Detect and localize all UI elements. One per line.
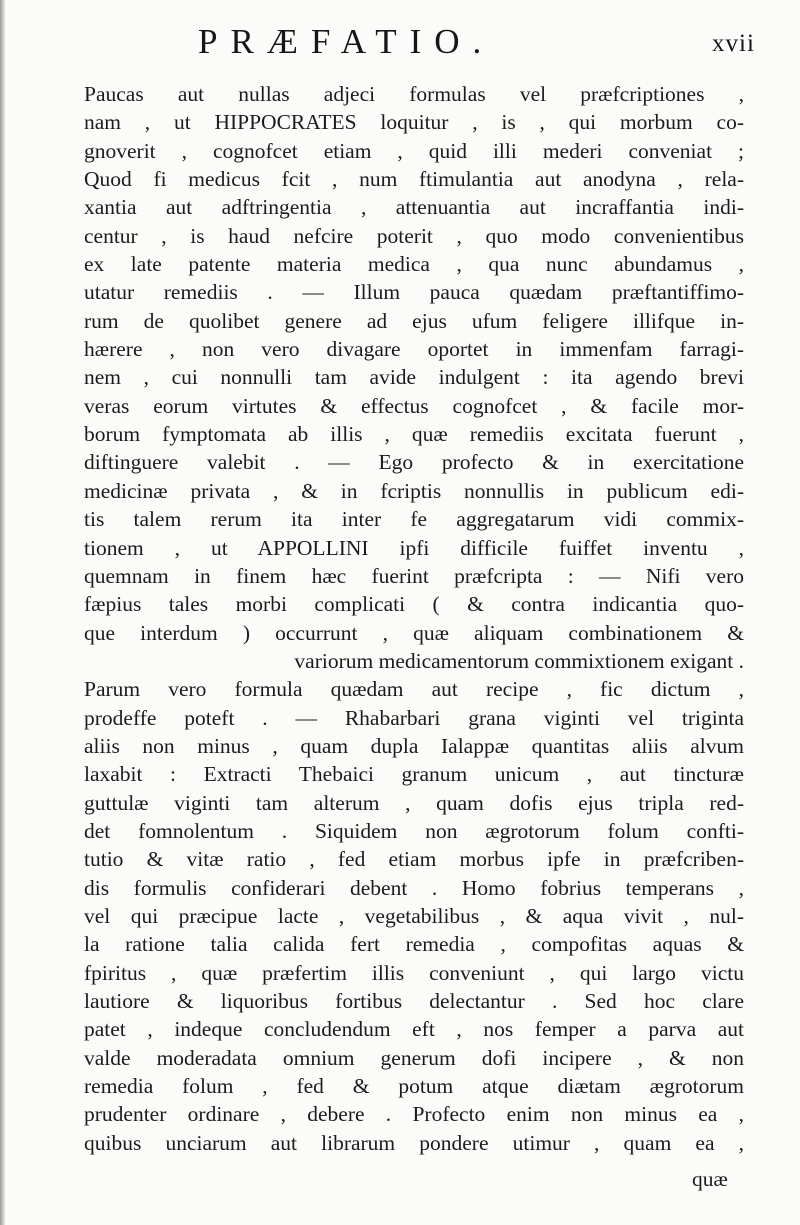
text-line: xantia aut adftringentia , attenuantia aut incraffantia indi- [84,195,744,220]
text-line: dis formulis confiderari debent . Homo fobrius temperans , [84,875,744,900]
text-line: vel qui præcipue lacte , vegetabilibus , & aqua vivit , nul- [84,903,744,928]
text-line: prodeffe poteft . — Rhabarbari grana viginti vel triginta [84,705,744,730]
text-line: borum fymptomata ab illis , quæ remediis excitata fuerunt , [84,422,744,447]
text-line: patet , indeque concludendum eft , nos femper a parva aut [84,1017,744,1042]
text-line: guttulæ viginti tam alterum , quam dofis ejus tripla red- [84,790,744,815]
text-line: quemnam in finem hæc fuerint præfcripta : — Nifi vero [84,563,744,588]
text-line: veras eorum virtutes & effectus cognofcet , & facile mor- [84,393,744,418]
body-text [84,80,744,1157]
text-line: centur , is haud nefcire poterit , quo modo convenientibus [84,223,744,248]
text-line: tis talem rerum ita inter fe aggregatarum vidi commix- [84,507,744,532]
text-line: ex late patente materia medica , qua nunc abundamus , [84,252,744,277]
text-line: rum de quolibet genere ad ejus ufum feligere illifque in- [84,308,744,333]
text-line: tutio & vitæ ratio , fed etiam morbus ipfe in præfcriben- [84,847,744,872]
text-line: valde moderadata omnium generum dofi incipere , & non [84,1045,744,1070]
text-line: medicinæ privata , & in fcriptis nonnullis in publicum edi- [84,478,744,503]
text-line: prudenter ordinare , debere . Profecto enim non minus ea , [84,1102,744,1127]
binding-edge [0,0,5,1225]
text-line: Paucas aut nullas adjeci formulas vel præfcriptiones , [84,82,744,106]
text-line: lautiore & liquoribus fortibus delectantur . Sed hoc clare [84,989,744,1013]
text-line: det fomnolentum . Siquidem non ægrotorum folum confti- [84,818,744,843]
text-line: la ratione talia calida fert remedia , compofitas aquas & [84,932,744,957]
page-header [0,22,800,66]
text-line: laxabit : Extracti Thebaici granum unicum , aut tincturæ [84,762,744,787]
page-number: xvii [712,30,755,57]
text-line: fæpius tales morbi complicati ( & contra indicantia quo- [84,592,744,617]
text-line: diftinguere valebit . — Ego profecto & in exercitatione [84,450,744,475]
text-line: nam , ut HIPPOCRATES loquitur , is , qui morbum co- [84,110,744,135]
text-line: variorum medicamentorum commixtionem exigant . [294,648,744,673]
running-head: PRÆFATIO. [198,22,495,61]
text-line: utatur remediis . — Illum pauca quædam præftantiffimo- [84,280,744,305]
text-line: fpiritus , quæ præfertim illis conveniunt , qui largo victu [84,960,744,985]
text-line: aliis non minus , quam dupla Ialappæ quantitas aliis alvum [84,733,744,758]
catchword: quæ [692,1167,728,1191]
text-line: quibus unciarum aut librarum pondere utimur , quam ea , [84,1130,744,1155]
text-line: tionem , ut APPOLLINI ipfi difficile fuiffet inventu , [84,535,744,560]
text-line: Quod fi medicus fcit , num ftimulantia aut anodyna , rela- [84,167,744,192]
text-line: gnoverit , cognofcet etiam , quid illi mederi conveniat ; [84,138,744,163]
text-line: remedia folum , fed & potum atque diætam ægrotorum [84,1074,744,1099]
text-line: que interdum ) occurrunt , quæ aliquam combinationem & [84,620,744,645]
text-line: Parum vero formula quædam aut recipe , fic dictum , [84,677,744,702]
text-line: nem , cui nonnulli tam avide indulgent : ita agendo brevi [84,365,744,390]
text-line: hærere , non vero divagare oportet in immenfam farragi- [84,337,744,362]
